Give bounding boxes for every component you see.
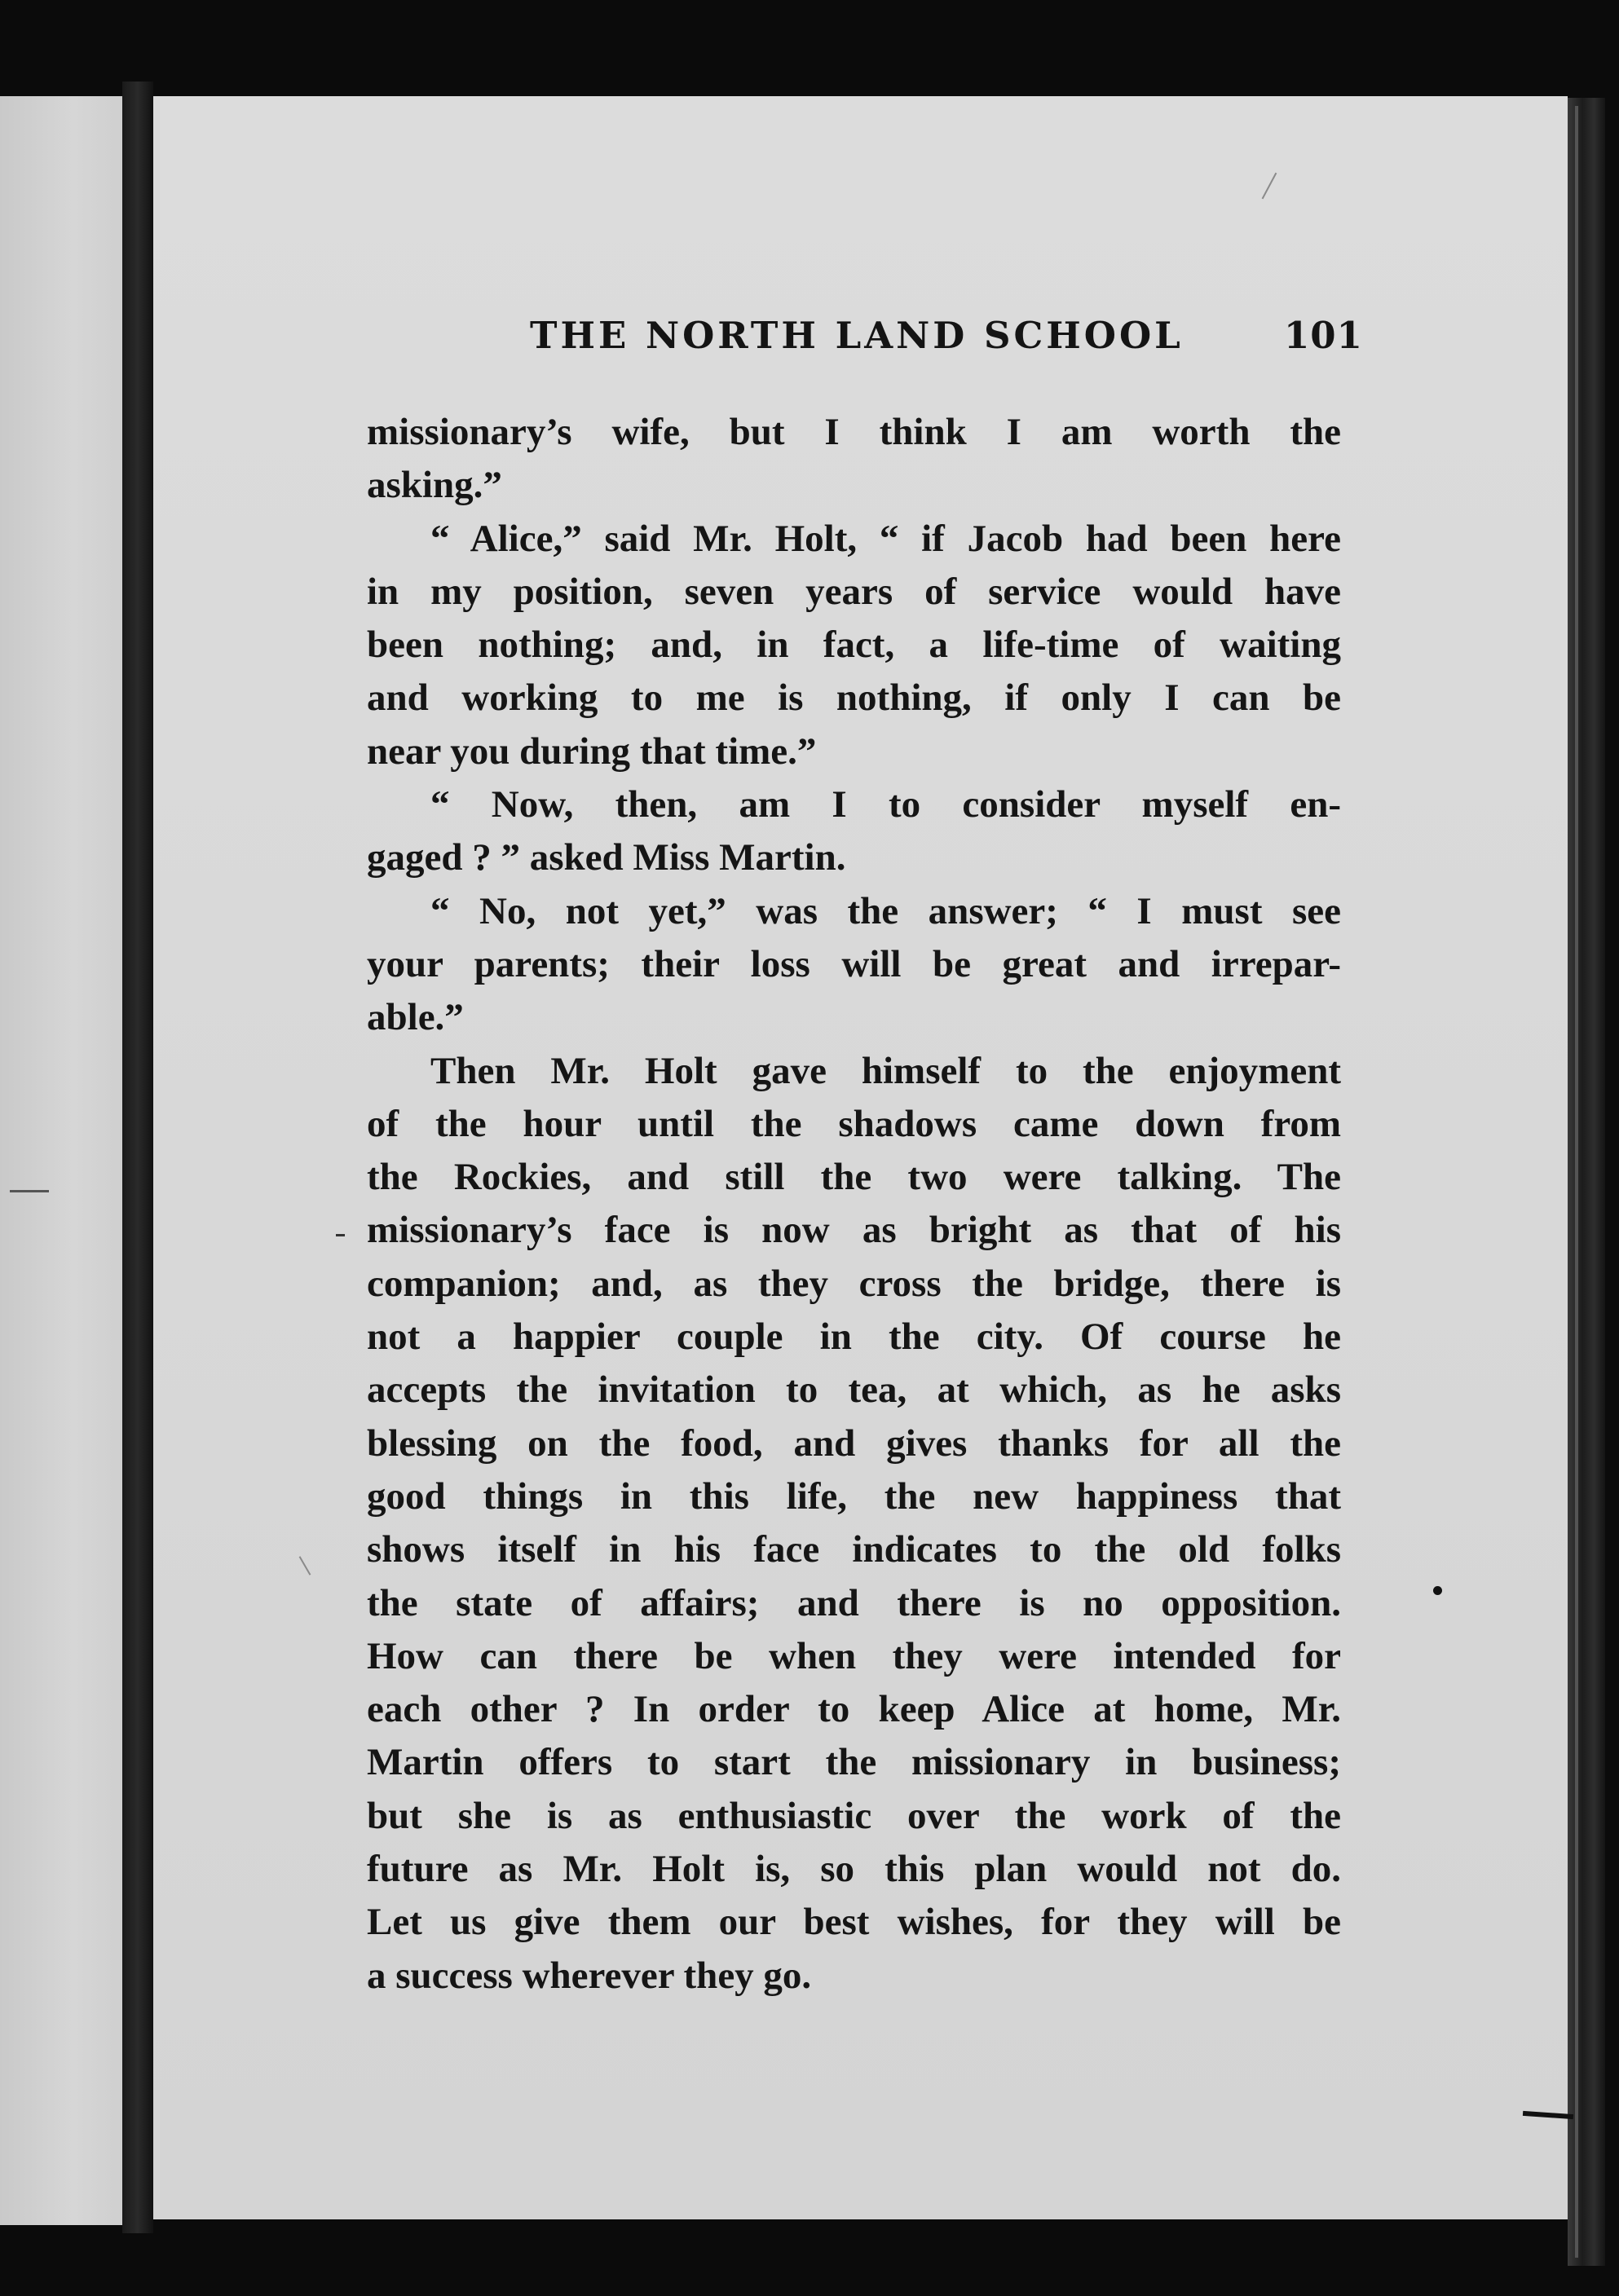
text-line: of the hour until the shadows came down from (367, 1102, 1341, 1145)
text-line: each other ? In order to keep Alice at home, Mr. (367, 1688, 1341, 1731)
text-line: a success wherever they go. (367, 1954, 812, 1997)
text-line: missionary’s face is now as bright as that of his (367, 1209, 1341, 1252)
running-head-title: THE NORTH LAND SCHOOL (530, 314, 1184, 357)
text-line: blessing on the food, and gives thanks for all the (367, 1421, 1341, 1465)
text-line: missionary’s wife, but I think I am worth the (367, 411, 1341, 453)
text-line: How can there be when they were intended for (367, 1634, 1341, 1677)
text-line: and working to me is nothing, if only I can be (367, 676, 1341, 720)
page-number: 101 (1284, 314, 1363, 357)
text-line: the state of affairs; and there is no opposition. (367, 1581, 1341, 1624)
text-line: companion; and, as they cross the bridge, there is (367, 1262, 1341, 1305)
text-line: been nothing; and, in fact, a life-time of waiting (367, 624, 1341, 667)
book-gutter (122, 82, 153, 2233)
text-line: not a happier couple in the city. Of course he (367, 1315, 1341, 1359)
text-line: “ No, not yet,” was the answer; “ I must see (430, 889, 1341, 932)
book-right-edge (1568, 98, 1605, 2266)
book-edge-line (1575, 106, 1578, 2258)
running-head (530, 314, 1363, 363)
body-text (367, 406, 1341, 2003)
text-line: in my position, seven years of service would have (367, 570, 1341, 613)
text-line: gaged ? ” asked Miss Martin. (367, 836, 846, 879)
text-line: Then Mr. Holt gave himself to the enjoyment (430, 1049, 1341, 1092)
text-line: accepts the invitation to tea, at which, as he asks (367, 1368, 1341, 1412)
margin-dash-mark (336, 1234, 345, 1236)
text-line: asking.” (367, 464, 502, 507)
text-line: but she is as enthusiastic over the work of the (367, 1794, 1341, 1837)
text-line: good things in this life, the new happiness that (367, 1474, 1341, 1518)
text-line: “ Alice,” said Mr. Holt, “ if Jacob had been here (430, 517, 1341, 560)
text-line: Let us give them our best wishes, for they will be (367, 1901, 1341, 1944)
text-line: your parents; their loss will be great and irrepar- (367, 942, 1341, 985)
text-line: near you during that time.” (367, 729, 817, 773)
facing-page-edge (0, 96, 122, 2225)
ink-dot-mark (1433, 1586, 1442, 1595)
text-line: able.” (367, 996, 464, 1039)
text-line: the Rockies, and still the two were talking. The (367, 1156, 1341, 1199)
text-line: Martin offers to start the missionary in business; (367, 1741, 1341, 1784)
text-line: “ Now, then, am I to consider myself en- (430, 783, 1341, 826)
text-line: shows itself in his face indicates to the old folks (367, 1528, 1341, 1571)
facing-page-mark (10, 1190, 49, 1192)
text-line: future as Mr. Holt is, so this plan would not do. (367, 1848, 1341, 1891)
